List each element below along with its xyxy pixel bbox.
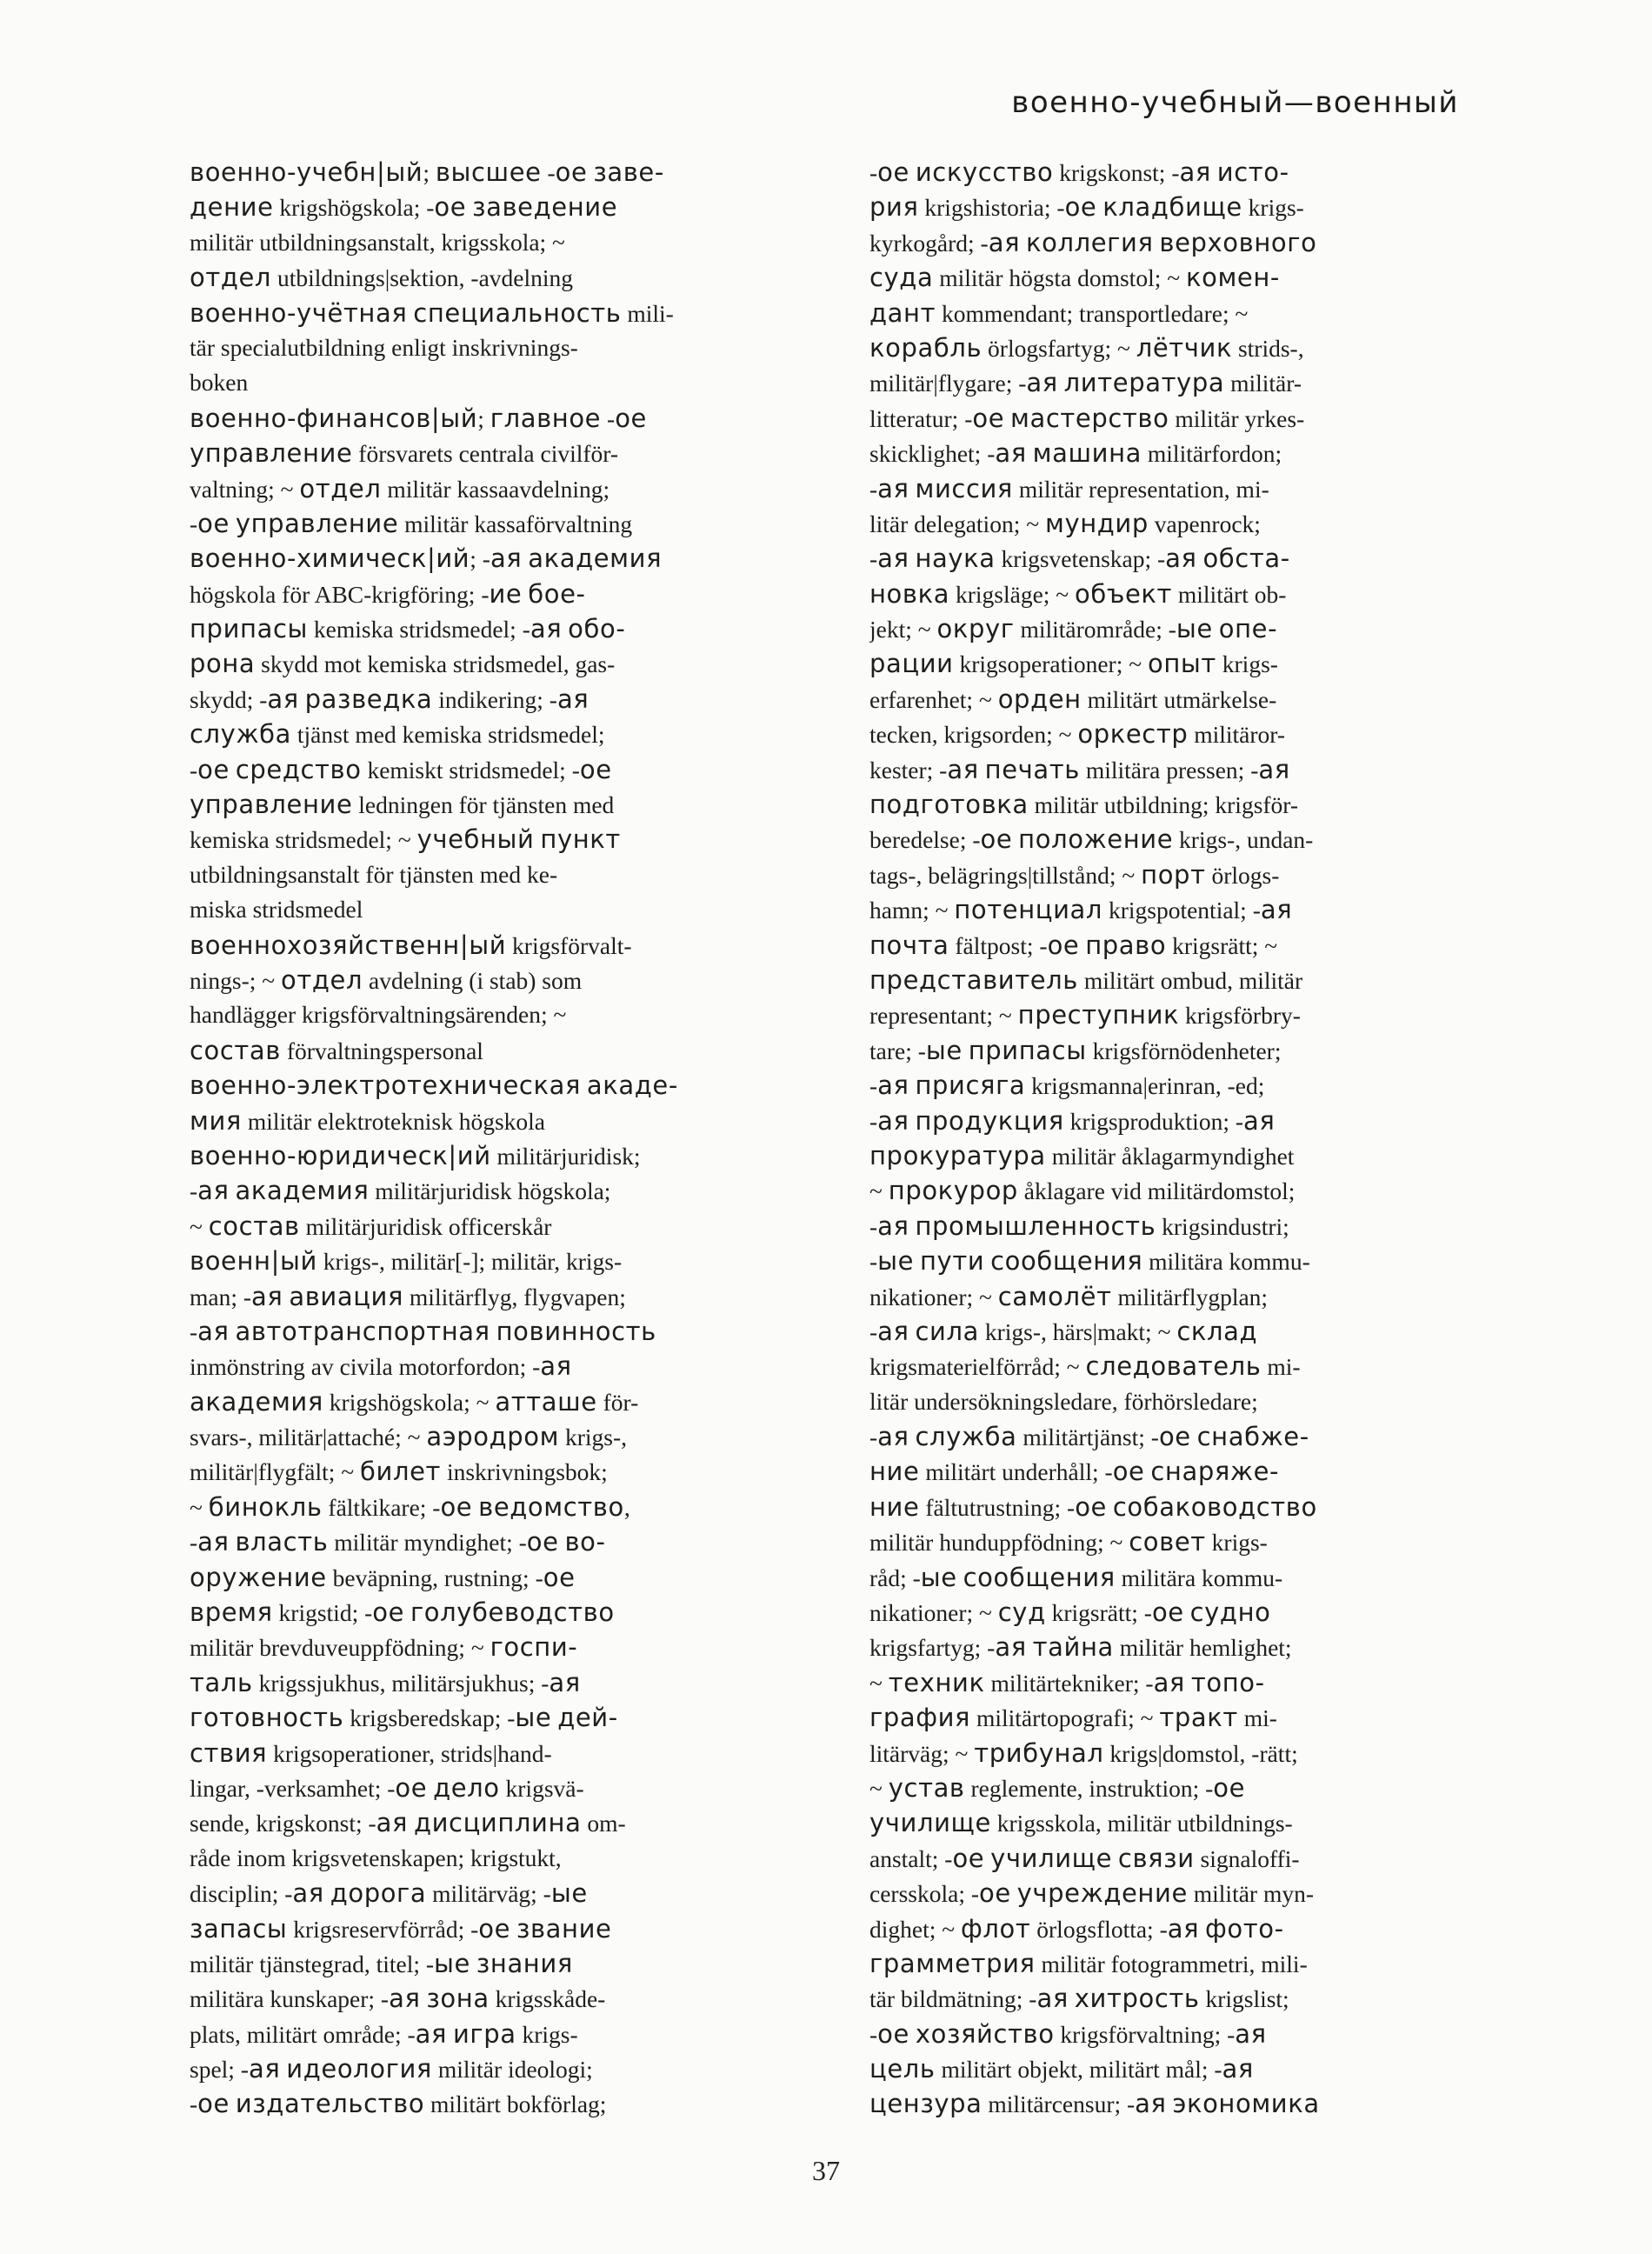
entry-line: nikationer; ~ самолёт militärflygplan;: [869, 1281, 1269, 1311]
entry-line: cersskola; -ое учреждение militär myn-: [869, 1878, 1315, 1909]
entry-line: рона skydd mot kemiska stridsmedel, gas-: [190, 649, 616, 679]
entry-line: kemiska stridsmedel; ~ учебный пункт: [190, 824, 621, 855]
entry-line: -ые пути сообщения militära kommu-: [869, 1246, 1310, 1277]
entry-line: -ая присяга krigsmanna|erinran, -ed;: [869, 1070, 1265, 1101]
entry-line: militär utbildningsanstalt, krigsskola; ~: [190, 228, 565, 256]
entry-line: управление ledningen för tjänsten med: [190, 790, 615, 820]
entry-line: цензура militärcensur; -ая экономика: [869, 2089, 1320, 2119]
entry-line: корабль örlogsfartyg; ~ лётчик strids-,: [869, 332, 1304, 363]
entry-line: управление försvarets centrala civilför-: [190, 438, 619, 469]
entry-line: skicklighet; -ая машина militärfordon;: [869, 438, 1282, 469]
entry-line: дение krigshögskola; -ое заведение: [190, 192, 618, 223]
entry-line: ~ состав militärjuridisk officerskår: [190, 1210, 552, 1241]
entry-line: disciplin; -ая дорога militärväg; -ые: [190, 1878, 588, 1909]
entry-line: состав förvaltningspersonal: [190, 1035, 483, 1065]
entry-line: krigsmaterielförråd; ~ следователь mi-: [869, 1351, 1301, 1382]
entry-line: служба tjänst med kemiska stridsmedel;: [190, 719, 605, 750]
entry-line: -ая служба militärtjänst; -ое снабже-: [869, 1422, 1309, 1452]
entry-line: дант kommendant; transportledare; ~: [869, 297, 1249, 328]
entry-line: militär|flygare; -ая литература militär-: [869, 368, 1302, 398]
entry-line: -ое издательство militärt bokförlag;: [190, 2089, 607, 2119]
entry-line: отдел utbildnings|sektion, -avdelning: [190, 263, 574, 293]
entry-line: готовность krigsberedskap; -ые дей-: [190, 1703, 618, 1733]
entry-line: man; -ая авиация militärflyg, flygvapen;: [190, 1281, 626, 1311]
entry-line: dighet; ~ флот örlogsflotta; -ая фото-: [869, 1913, 1284, 1944]
entry-line: anstalt; -ое училище связи signaloffi-: [869, 1843, 1300, 1873]
right-column: [869, 155, 1461, 2122]
entry-line: графия militärtopografi; ~ тракт mi-: [869, 1703, 1277, 1733]
entry-line: оружение beväpning, rustning; -ое: [190, 1562, 576, 1592]
entry-line: время krigstid; -ое голубеводство: [190, 1597, 615, 1628]
entry-line: -ое искусство krigskonst; -ая исто-: [869, 157, 1289, 187]
entry-line: ние fältutrustning; -ое собаководство: [869, 1491, 1317, 1522]
entry-line: таль krigssjukhus, militärsjukhus; -ая: [190, 1667, 581, 1697]
entry-line: -ая власть militär myndighet; -ое во-: [190, 1527, 606, 1557]
entry-line: ~ техник militärtekniker; -ая топо-: [869, 1667, 1265, 1697]
entry-line: beredelse; -ое положение krigs-, undan-: [869, 824, 1314, 855]
entry-line: militär hunduppfödning; ~ совет krigs-: [869, 1527, 1268, 1557]
entry-line: ~ бинокль fältkikare; -ое ведомство,: [190, 1491, 630, 1522]
entry-line: tär bildmätning; -ая хитрость krigslist;: [869, 1984, 1289, 2014]
entry-line: почта fältpost; -ое право krigsrätt; ~: [869, 930, 1278, 960]
entry-line: подготовка militär utbildning; krigsför-: [869, 790, 1299, 820]
entry-line: erfarenhet; ~ орден militärt utmärkelse-: [869, 684, 1277, 714]
entry-line: högskola för ABC-krigföring; -ие бое-: [190, 578, 586, 609]
entry-line: plats, militärt område; -ая игра krigs-: [190, 2018, 578, 2049]
entry-line: -ая сила krigs-, härs|makt; ~ склад: [869, 1316, 1258, 1346]
entry-line: -ое средство kemiskt stridsmedel; -ое: [190, 754, 612, 784]
entry-line: valtning; ~ отдел militär kassaavdelning;: [190, 473, 610, 503]
entry-line: tecken, krigsorden; ~ оркестр militäror-: [869, 719, 1286, 750]
entry-line: училище krigsskola, militär utbildnings-: [869, 1808, 1293, 1838]
entry-line: inmönstring av civila motorfordon; -ая: [190, 1351, 572, 1382]
entry-line: militär|flygfält; ~ билет inskrivningsbok;: [190, 1457, 608, 1487]
entry-line: handlägger krigsförvaltningsärenden; ~: [190, 1001, 567, 1029]
entry-line: военн|ый krigs-, militär[-]; militär, krigs-: [190, 1246, 623, 1277]
left-column: [190, 155, 793, 2122]
entry-line: -ая автотранспортная повинность: [190, 1316, 656, 1346]
entry-line: nikationer; ~ суд krigsrätt; -ое судно: [869, 1597, 1271, 1628]
entry-line: litärväg; ~ трибунал krigs|domstol, -rätt;: [869, 1737, 1298, 1768]
entry-line: litär undersökningsledare, förhörsledare;: [869, 1387, 1258, 1415]
entry-line: sende, krigskonst; -ая дисциплина om-: [190, 1808, 626, 1838]
entry-line: miska stridsmedel: [190, 896, 363, 924]
entry-line: военно-химическ|ий; -ая академия: [190, 543, 663, 574]
entry-line: kester; -ая печать militära pressen; -ая: [869, 754, 1290, 784]
entry-line: lingar, -verksamhet; -ое дело krigsvä-: [190, 1772, 584, 1803]
entry-line: припасы kemiska stridsmedel; -ая обо-: [190, 614, 626, 644]
entry-line: tags-, belägrings|tillstånd; ~ порт örlogs-: [869, 859, 1280, 890]
entry-line: грамметрия militär fotogrammetri, mili-: [869, 1948, 1308, 1978]
entry-line: militära kunskaper; -ая зона krigsskåde-: [190, 1984, 606, 2014]
entry-line: råd; -ые сообщения militära kommu-: [869, 1562, 1283, 1592]
entry-line: -ая миссия militär representation, mi-: [869, 473, 1269, 503]
entry-line: ~ устав reglemente, instruktion; -ое: [869, 1772, 1246, 1803]
entry-line: spel; -ая идеология militär ideologi;: [190, 2054, 593, 2084]
entry-line: -ое хозяйство krigsförvaltning; -ая: [869, 2018, 1267, 2049]
entry-line: запасы krigsreservförråd; -ое звание: [190, 1913, 612, 1944]
entry-line: военнохозяйственн|ый krigsförvalt-: [190, 930, 632, 960]
entry-line: ~ прокурор åklagare vid militärdomstol;: [869, 1176, 1296, 1206]
entry-line: ствия krigsoperationer, strids|hand-: [190, 1737, 552, 1768]
entry-line: boken: [190, 369, 249, 397]
entry-line: рия krigshistoria; -ое кладбище krigs-: [869, 192, 1304, 223]
entry-line: военно-учётная специальность mili-: [190, 297, 674, 328]
entry-line: militär brevduveuppfödning; ~ госпи-: [190, 1632, 578, 1663]
entry-line: ние militärt underhåll; -ое снаряже-: [869, 1457, 1280, 1487]
entry-line: jekt; ~ округ militärområde; -ые опе-: [869, 614, 1278, 644]
entry-line: hamn; ~ потенциал krigspotential; -ая: [869, 895, 1293, 925]
entry-line: militär tjänstegrad, titel; -ые знания: [190, 1948, 573, 1978]
entry-line: utbildningsanstalt för tjänsten med ke-: [190, 860, 558, 888]
entry-line: -ая промышленность krigsindustri;: [869, 1210, 1289, 1241]
entry-line: skydd; -ая разведка indikering; -ая: [190, 684, 590, 714]
page-number: 37: [812, 2155, 840, 2186]
entry-line: krigsfartyg; -ая тайна militär hemlighet;: [869, 1632, 1292, 1663]
entry-line: военно-электротехническая акаде-: [190, 1070, 678, 1101]
entry-line: военно-финансов|ый; главное -ое: [190, 403, 647, 433]
entry-line: svars-, militär|attaché; ~ аэродром krigs-,: [190, 1422, 628, 1452]
entry-line: nings-; ~ отдел avdelning (i stab) som: [190, 964, 583, 995]
entry-line: военно-юридическ|ий militärjuridisk;: [190, 1140, 641, 1170]
entry-line: -ая наука krigsvetenskap; -ая обста-: [869, 543, 1290, 574]
entry-line: -ая академия militärjuridisk högskola;: [190, 1176, 611, 1206]
entry-line: råde inom krigsvetenskapen; krigstukt,: [190, 1844, 562, 1871]
entry-line: representant; ~ преступник krigsförbry-: [869, 1000, 1301, 1030]
entry-line: цель militärt objekt, militärt mål; -ая: [869, 2054, 1254, 2084]
entry-line: академия krigshögskola; ~ атташе för-: [190, 1386, 639, 1417]
entry-line: tare; -ые припасы krigsförnödenheter;: [869, 1035, 1282, 1065]
entry-line: litteratur; -ое мастерство militär yrkes-: [869, 403, 1305, 433]
entry-line: kyrkogård; -ая коллегия верховного: [869, 227, 1317, 257]
entry-line: -ая продукция krigsproduktion; -ая: [869, 1105, 1276, 1136]
entry-line: суда militär högsta domstol; ~ комен-: [869, 263, 1280, 293]
entry-line: litär delegation; ~ мундир vapenrock;: [869, 508, 1261, 538]
entry-line: рации krigsoperationer; ~ опыт krigs-: [869, 649, 1278, 679]
entry-line: военно-учебн|ый; высшее -ое заве-: [190, 157, 664, 187]
entry-line: tär specialutbildning enligt inskrivnings-: [190, 333, 578, 361]
entry-line: новка krigsläge; ~ объект militärt ob-: [869, 578, 1287, 609]
running-head: военно-учебный—военный: [1011, 85, 1459, 120]
entry-line: мия militär elektroteknisk högskola: [190, 1105, 546, 1136]
entry-line: -ое управление militär kassaförvaltning: [190, 508, 633, 538]
entry-line: представитель militärt ombud, militär: [869, 964, 1303, 995]
entry-line: прокуратура militär åklagarmyndighet: [869, 1140, 1295, 1170]
